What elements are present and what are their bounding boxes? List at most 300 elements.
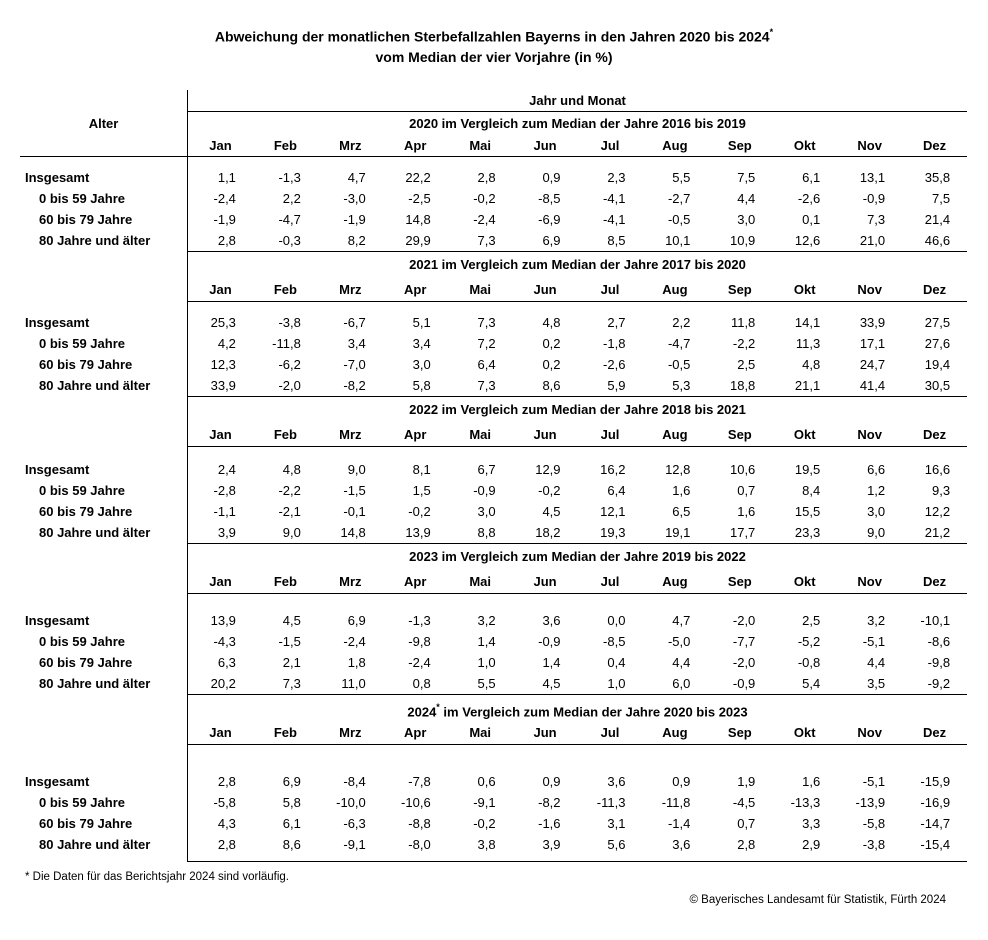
section-year-header: 2020 im Vergleich zum Median der Jahre 2016 bis 2019 <box>187 112 967 135</box>
data-cell: 18,8 <box>729 378 756 393</box>
month-header: Jun <box>533 427 557 442</box>
data-values <box>187 745 967 862</box>
data-cell: 20,2 <box>210 676 236 691</box>
data-cell: 5,3 <box>672 378 691 393</box>
copyright: © Bayerisches Landesamt für Statistik, Fürth 2024 <box>689 894 946 906</box>
row-label: 0 bis 59 Jahre <box>39 483 125 498</box>
data-cell: 3,8 <box>477 837 496 852</box>
data-cell: -1,4 <box>667 816 691 831</box>
data-cell: -10,1 <box>920 613 951 628</box>
data-cell: 1,4 <box>542 655 561 670</box>
month-header: Jan <box>209 574 232 589</box>
month-header: Sep <box>727 427 752 442</box>
data-cell: 4,5 <box>542 676 561 691</box>
row-label: 0 bis 59 Jahre <box>39 191 125 206</box>
data-cell: 4,4 <box>672 655 691 670</box>
data-cell: 7,3 <box>477 233 496 248</box>
month-header: Jun <box>533 574 557 589</box>
data-cell: 3,3 <box>802 816 821 831</box>
data-cell: 1,5 <box>412 483 431 498</box>
data-cell: 0,9 <box>542 774 561 789</box>
data-cell: 12,6 <box>794 233 821 248</box>
data-cell: 11,8 <box>730 315 756 330</box>
data-cell: 6,4 <box>607 483 626 498</box>
month-header: Feb <box>273 138 297 153</box>
data-cell: 3,9 <box>217 525 236 540</box>
data-cell: 12,8 <box>665 462 691 477</box>
section-head-row <box>20 695 967 721</box>
data-row <box>188 792 967 813</box>
data-cell: -3,0 <box>343 191 366 206</box>
data-cell: 14,8 <box>340 525 366 540</box>
data-cell: 5,5 <box>672 170 691 185</box>
corner-cell <box>20 278 187 302</box>
data-row <box>188 188 967 209</box>
data-cell: -8,5 <box>603 634 626 649</box>
data-block <box>20 302 967 397</box>
month-header: Apr <box>404 574 427 589</box>
month-header: Feb <box>273 725 297 740</box>
row-label: 60 bis 79 Jahre <box>39 655 133 670</box>
data-cell: -9,8 <box>408 634 431 649</box>
month-header: Jul <box>600 282 620 297</box>
data-cell: 7,3 <box>477 378 496 393</box>
row-label: 60 bis 79 Jahre <box>39 357 133 372</box>
data-cell: 1,0 <box>477 655 496 670</box>
data-cell: 2,5 <box>802 613 821 628</box>
corner-cell <box>20 570 187 594</box>
data-cell: 0,2 <box>542 336 561 351</box>
data-cell: -0,1 <box>343 504 366 519</box>
data-cell: 16,6 <box>924 462 951 477</box>
data-cell: 8,5 <box>607 233 626 248</box>
corner-cell <box>20 135 187 157</box>
month-header: Nov <box>857 427 882 442</box>
data-cell: 2,3 <box>607 170 626 185</box>
data-cell: -1,5 <box>278 634 301 649</box>
month-header: Aug <box>662 725 688 740</box>
data-cell: 12,9 <box>535 462 561 477</box>
data-cell: 8,1 <box>412 462 431 477</box>
data-cell: 19,3 <box>600 525 626 540</box>
data-cell: -4,1 <box>603 191 626 206</box>
month-header: Nov <box>857 138 882 153</box>
page-title-line1 <box>0 23 988 47</box>
data-cell: 6,3 <box>217 655 236 670</box>
data-cell: -2,4 <box>213 191 236 206</box>
data-block <box>20 447 967 544</box>
month-header: Nov <box>857 725 882 740</box>
data-cell: 0,0 <box>607 613 626 628</box>
data-cell: -1,1 <box>213 504 236 519</box>
data-cell: 4,4 <box>867 655 886 670</box>
data-cell: 23,3 <box>794 525 821 540</box>
data-cell: -0,9 <box>538 634 561 649</box>
data-cell: 0,8 <box>412 676 431 691</box>
data-cell: 6,0 <box>672 676 691 691</box>
data-cell: 29,9 <box>405 233 431 248</box>
month-header-cells <box>187 423 967 447</box>
data-cell: -1,9 <box>213 212 236 227</box>
data-cell: 1,6 <box>802 774 821 789</box>
data-cell: 10,9 <box>729 233 756 248</box>
data-cell: -0,5 <box>667 212 691 227</box>
data-cell: 1,1 <box>217 170 236 185</box>
month-header: Jul <box>600 574 620 589</box>
row-label: Insgesamt <box>25 462 90 477</box>
data-cell: 25,3 <box>210 315 236 330</box>
data-cell: 3,0 <box>737 212 756 227</box>
data-cell: 0,7 <box>737 483 756 498</box>
section-year-header: 2021 im Vergleich zum Median der Jahre 2017 bis 2020 <box>187 252 967 278</box>
data-cell: 1,6 <box>672 483 691 498</box>
data-cell: 3,5 <box>867 676 886 691</box>
data-cell: 3,2 <box>867 613 886 628</box>
month-header-row <box>20 135 967 157</box>
row-label: 80 Jahre und älter <box>39 676 151 691</box>
data-cell: 7,3 <box>477 315 496 330</box>
corner-cell <box>20 397 187 423</box>
month-header: Jul <box>600 427 620 442</box>
data-cell: -11,8 <box>661 795 691 810</box>
data-row <box>188 673 967 694</box>
month-header-cells <box>187 570 967 594</box>
data-cell: 3,2 <box>477 613 496 628</box>
data-row <box>188 501 967 522</box>
data-cell: 21,1 <box>794 378 821 393</box>
month-header-cells <box>187 278 967 302</box>
data-cell: 4,7 <box>672 613 691 628</box>
data-cell: 21,0 <box>859 233 886 248</box>
data-cell: 4,8 <box>542 315 561 330</box>
data-cell: 4,3 <box>217 816 236 831</box>
month-header: Mai <box>469 427 491 442</box>
data-block <box>20 594 967 695</box>
data-cell: -1,5 <box>343 483 366 498</box>
data-cell: 30,5 <box>924 378 951 393</box>
data-cell: 3,9 <box>542 837 561 852</box>
month-header-row <box>20 570 967 594</box>
data-cell: 2,2 <box>672 315 691 330</box>
data-cell: 35,8 <box>924 170 951 185</box>
data-cell: 6,9 <box>282 774 301 789</box>
data-cell: -2,5 <box>408 191 431 206</box>
data-cell: 11,3 <box>795 336 821 351</box>
data-cell: 5,9 <box>607 378 626 393</box>
row-labels <box>20 594 187 695</box>
data-row <box>188 631 967 652</box>
data-cell: 9,0 <box>867 525 886 540</box>
data-cell: 7,5 <box>931 191 951 206</box>
data-cell: -6,3 <box>343 816 366 831</box>
row-label: 0 bis 59 Jahre <box>39 795 125 810</box>
month-header: Mai <box>469 138 491 153</box>
section-year-header: 2022 im Vergleich zum Median der Jahre 2018 bis 2021 <box>187 397 967 423</box>
data-cell: 2,5 <box>737 357 756 372</box>
data-cell: 4,8 <box>282 462 301 477</box>
data-cell: 0,9 <box>542 170 561 185</box>
data-cell: 33,9 <box>210 378 236 393</box>
month-header: Feb <box>273 574 297 589</box>
month-header: Dez <box>923 574 947 589</box>
data-cell: 3,6 <box>672 837 691 852</box>
month-header-row <box>20 721 967 745</box>
month-header: Apr <box>404 282 427 297</box>
data-cell: -4,3 <box>213 634 236 649</box>
month-header: Jan <box>209 138 232 153</box>
data-cell: 2,8 <box>217 233 236 248</box>
data-cell: -0,2 <box>473 816 496 831</box>
data-cell: 2,1 <box>282 655 301 670</box>
month-header: Dez <box>923 427 947 442</box>
data-cell: -6,2 <box>278 357 301 372</box>
data-cell: 22,2 <box>405 170 431 185</box>
month-header: Dez <box>923 138 947 153</box>
data-cell: -11,8 <box>272 336 301 351</box>
row-labels <box>20 157 187 252</box>
row-label: 80 Jahre und älter <box>39 378 151 393</box>
data-cell: 12,2 <box>924 504 951 519</box>
month-header: Jan <box>209 427 232 442</box>
data-row <box>188 230 967 251</box>
month-header: Aug <box>662 138 688 153</box>
month-header: Dez <box>923 282 947 297</box>
month-header: Mai <box>469 725 491 740</box>
month-header: Okt <box>793 138 816 153</box>
data-cell: -1,8 <box>603 336 626 351</box>
section-head-row <box>20 252 967 278</box>
data-cell: 8,8 <box>477 525 496 540</box>
month-header: Jan <box>209 725 232 740</box>
data-cell: -2,4 <box>473 212 496 227</box>
data-cell: 7,3 <box>282 676 301 691</box>
row-label: Insgesamt <box>25 170 90 185</box>
mortality-deviation-table <box>20 90 967 862</box>
data-cell: -4,7 <box>278 212 301 227</box>
data-cell: -2,0 <box>732 655 756 670</box>
data-cell: -5,2 <box>797 634 821 649</box>
row-label: Insgesamt <box>25 315 90 330</box>
data-cell: 3,0 <box>412 357 431 372</box>
data-cell: 2,8 <box>217 837 236 852</box>
month-header: Mai <box>469 574 491 589</box>
age-column-label: Alter <box>88 116 119 131</box>
data-cell: -0,3 <box>278 233 301 248</box>
data-cell: -3,8 <box>278 315 301 330</box>
data-cell: 5,4 <box>802 676 821 691</box>
data-values <box>187 157 967 252</box>
data-row <box>188 834 967 855</box>
section-year-header: 2023 im Vergleich zum Median der Jahre 2019 bis 2022 <box>187 544 967 570</box>
data-cell: 6,9 <box>347 613 366 628</box>
data-cell: -1,3 <box>408 613 431 628</box>
data-cell: -4,5 <box>732 795 756 810</box>
data-cell: 21,2 <box>924 525 951 540</box>
data-cell: -11,3 <box>596 795 626 810</box>
data-cell: 33,9 <box>859 315 886 330</box>
data-cell: 27,6 <box>924 336 951 351</box>
data-cell: -0,8 <box>797 655 821 670</box>
data-cell: 4,5 <box>542 504 561 519</box>
data-cell: 4,2 <box>217 336 236 351</box>
data-cell: 2,7 <box>607 315 626 330</box>
row-label: 80 Jahre und älter <box>39 837 151 852</box>
data-cell: 18,2 <box>535 525 561 540</box>
data-cell: -2,7 <box>667 191 691 206</box>
data-cell: -8,0 <box>408 837 431 852</box>
footnote: * Die Daten für das Berichtsjahr 2024 sind vorläufig. <box>25 871 290 883</box>
page-title-line2: vom Median der vier Vorjahre (in %) <box>375 48 613 65</box>
data-cell: 19,5 <box>794 462 821 477</box>
data-cell: -4,1 <box>603 212 626 227</box>
row-label: 0 bis 59 Jahre <box>39 634 125 649</box>
data-cell: 46,6 <box>924 233 951 248</box>
month-header: Aug <box>662 574 688 589</box>
data-cell: -1,3 <box>278 170 301 185</box>
data-cell: 14,8 <box>405 212 431 227</box>
data-cell: 10,1 <box>665 233 691 248</box>
data-cell: 0,6 <box>477 774 496 789</box>
data-cell: -0,2 <box>473 191 496 206</box>
data-row <box>188 480 967 501</box>
data-cell: -0,9 <box>732 676 756 691</box>
data-cell: 19,1 <box>665 525 691 540</box>
data-cell: -8,6 <box>927 634 951 649</box>
data-cell: -8,2 <box>343 378 366 393</box>
corner-cell <box>20 252 187 278</box>
data-values <box>187 594 967 695</box>
data-block <box>20 745 967 862</box>
data-cell: -8,4 <box>343 774 366 789</box>
data-cell: 7,5 <box>737 170 756 185</box>
data-cell: -8,5 <box>538 191 561 206</box>
data-cell: 16,2 <box>600 462 626 477</box>
month-header-cells <box>187 135 967 157</box>
data-row <box>188 610 967 631</box>
data-cell: -9,8 <box>927 655 951 670</box>
data-cell: 9,0 <box>282 525 301 540</box>
month-header: Aug <box>662 282 688 297</box>
data-cell: -5,1 <box>862 634 886 649</box>
year-month-header: Jahr und Monat <box>187 90 967 112</box>
data-cell: 1,0 <box>607 676 626 691</box>
data-cell: 1,2 <box>867 483 886 498</box>
data-cell: 17,7 <box>729 525 756 540</box>
data-cell: 5,6 <box>607 837 626 852</box>
month-header: Jul <box>600 725 620 740</box>
month-header: Nov <box>857 574 882 589</box>
data-cell: 2,8 <box>217 774 236 789</box>
data-cell: -0,2 <box>408 504 431 519</box>
month-header: Sep <box>727 282 752 297</box>
data-cell: -8,2 <box>538 795 561 810</box>
data-cell: 6,7 <box>477 462 496 477</box>
page-title <box>0 23 988 67</box>
page-title-footnote-marker: * <box>769 27 774 37</box>
data-cell: -9,1 <box>343 837 366 852</box>
data-row <box>188 354 967 375</box>
month-header-cells <box>187 721 967 745</box>
data-cell: -2,0 <box>278 378 301 393</box>
data-cell: 1,8 <box>347 655 366 670</box>
month-header: Sep <box>727 574 752 589</box>
data-cell: -6,9 <box>538 212 561 227</box>
data-cell: -0,9 <box>862 191 886 206</box>
month-header: Jul <box>600 138 620 153</box>
corner-cell <box>20 544 187 570</box>
data-cell: 4,5 <box>282 613 301 628</box>
month-header: Jun <box>533 138 557 153</box>
data-cell: -5,1 <box>862 774 886 789</box>
data-cell: 3,6 <box>607 774 626 789</box>
data-cell: -2,4 <box>408 655 431 670</box>
page-title-line1-text: Abweichung der monatlichen Sterbefallzahlen Bayerns in den Jahren 2020 bis 2024 <box>214 28 770 45</box>
data-cell: -2,1 <box>278 504 301 519</box>
month-header: Feb <box>273 427 297 442</box>
month-header: Mai <box>469 282 491 297</box>
data-cell: 4,8 <box>802 357 821 372</box>
month-header: Feb <box>273 282 297 297</box>
row-label: Insgesamt <box>25 613 90 628</box>
data-cell: 3,1 <box>607 816 626 831</box>
data-cell: -5,8 <box>862 816 886 831</box>
data-row <box>188 312 967 333</box>
data-cell: 21,4 <box>924 212 951 227</box>
data-cell: 8,6 <box>282 837 301 852</box>
data-block <box>20 157 967 252</box>
data-cell: 4,7 <box>347 170 366 185</box>
data-cell: -10,0 <box>336 795 366 810</box>
data-cell: -2,4 <box>343 634 366 649</box>
data-cell: 8,6 <box>542 378 561 393</box>
month-header-row <box>20 423 967 447</box>
data-cell: 6,4 <box>477 357 496 372</box>
data-cell: 17,1 <box>859 336 886 351</box>
year-section <box>20 252 967 397</box>
data-row <box>188 459 967 480</box>
corner-spacer <box>20 90 187 112</box>
data-cell: 4,4 <box>737 191 756 206</box>
table-top-header-row <box>20 90 967 112</box>
data-values <box>187 447 967 544</box>
data-cell: -10,6 <box>401 795 431 810</box>
data-cell: 0,7 <box>737 816 756 831</box>
data-cell: 2,8 <box>477 170 496 185</box>
data-cell: -5,0 <box>667 634 691 649</box>
data-cell: 3,6 <box>542 613 561 628</box>
data-row <box>188 333 967 354</box>
data-row <box>188 771 967 792</box>
data-cell: -0,5 <box>667 357 691 372</box>
data-cell: -2,6 <box>603 357 626 372</box>
data-cell: 2,2 <box>282 191 301 206</box>
data-cell: -5,8 <box>213 795 236 810</box>
month-header: Okt <box>793 427 816 442</box>
section-head-row <box>20 397 967 423</box>
data-values <box>187 302 967 397</box>
year-section <box>20 112 967 252</box>
month-header: Sep <box>727 725 752 740</box>
month-header: Dez <box>923 725 947 740</box>
data-cell: -2,2 <box>732 336 756 351</box>
data-cell: 5,8 <box>412 378 431 393</box>
data-cell: 2,4 <box>217 462 236 477</box>
month-header: Sep <box>727 138 752 153</box>
data-cell: -9,2 <box>927 676 951 691</box>
data-cell: 19,4 <box>924 357 951 372</box>
data-cell: 6,9 <box>542 233 561 248</box>
data-cell: 12,3 <box>210 357 236 372</box>
